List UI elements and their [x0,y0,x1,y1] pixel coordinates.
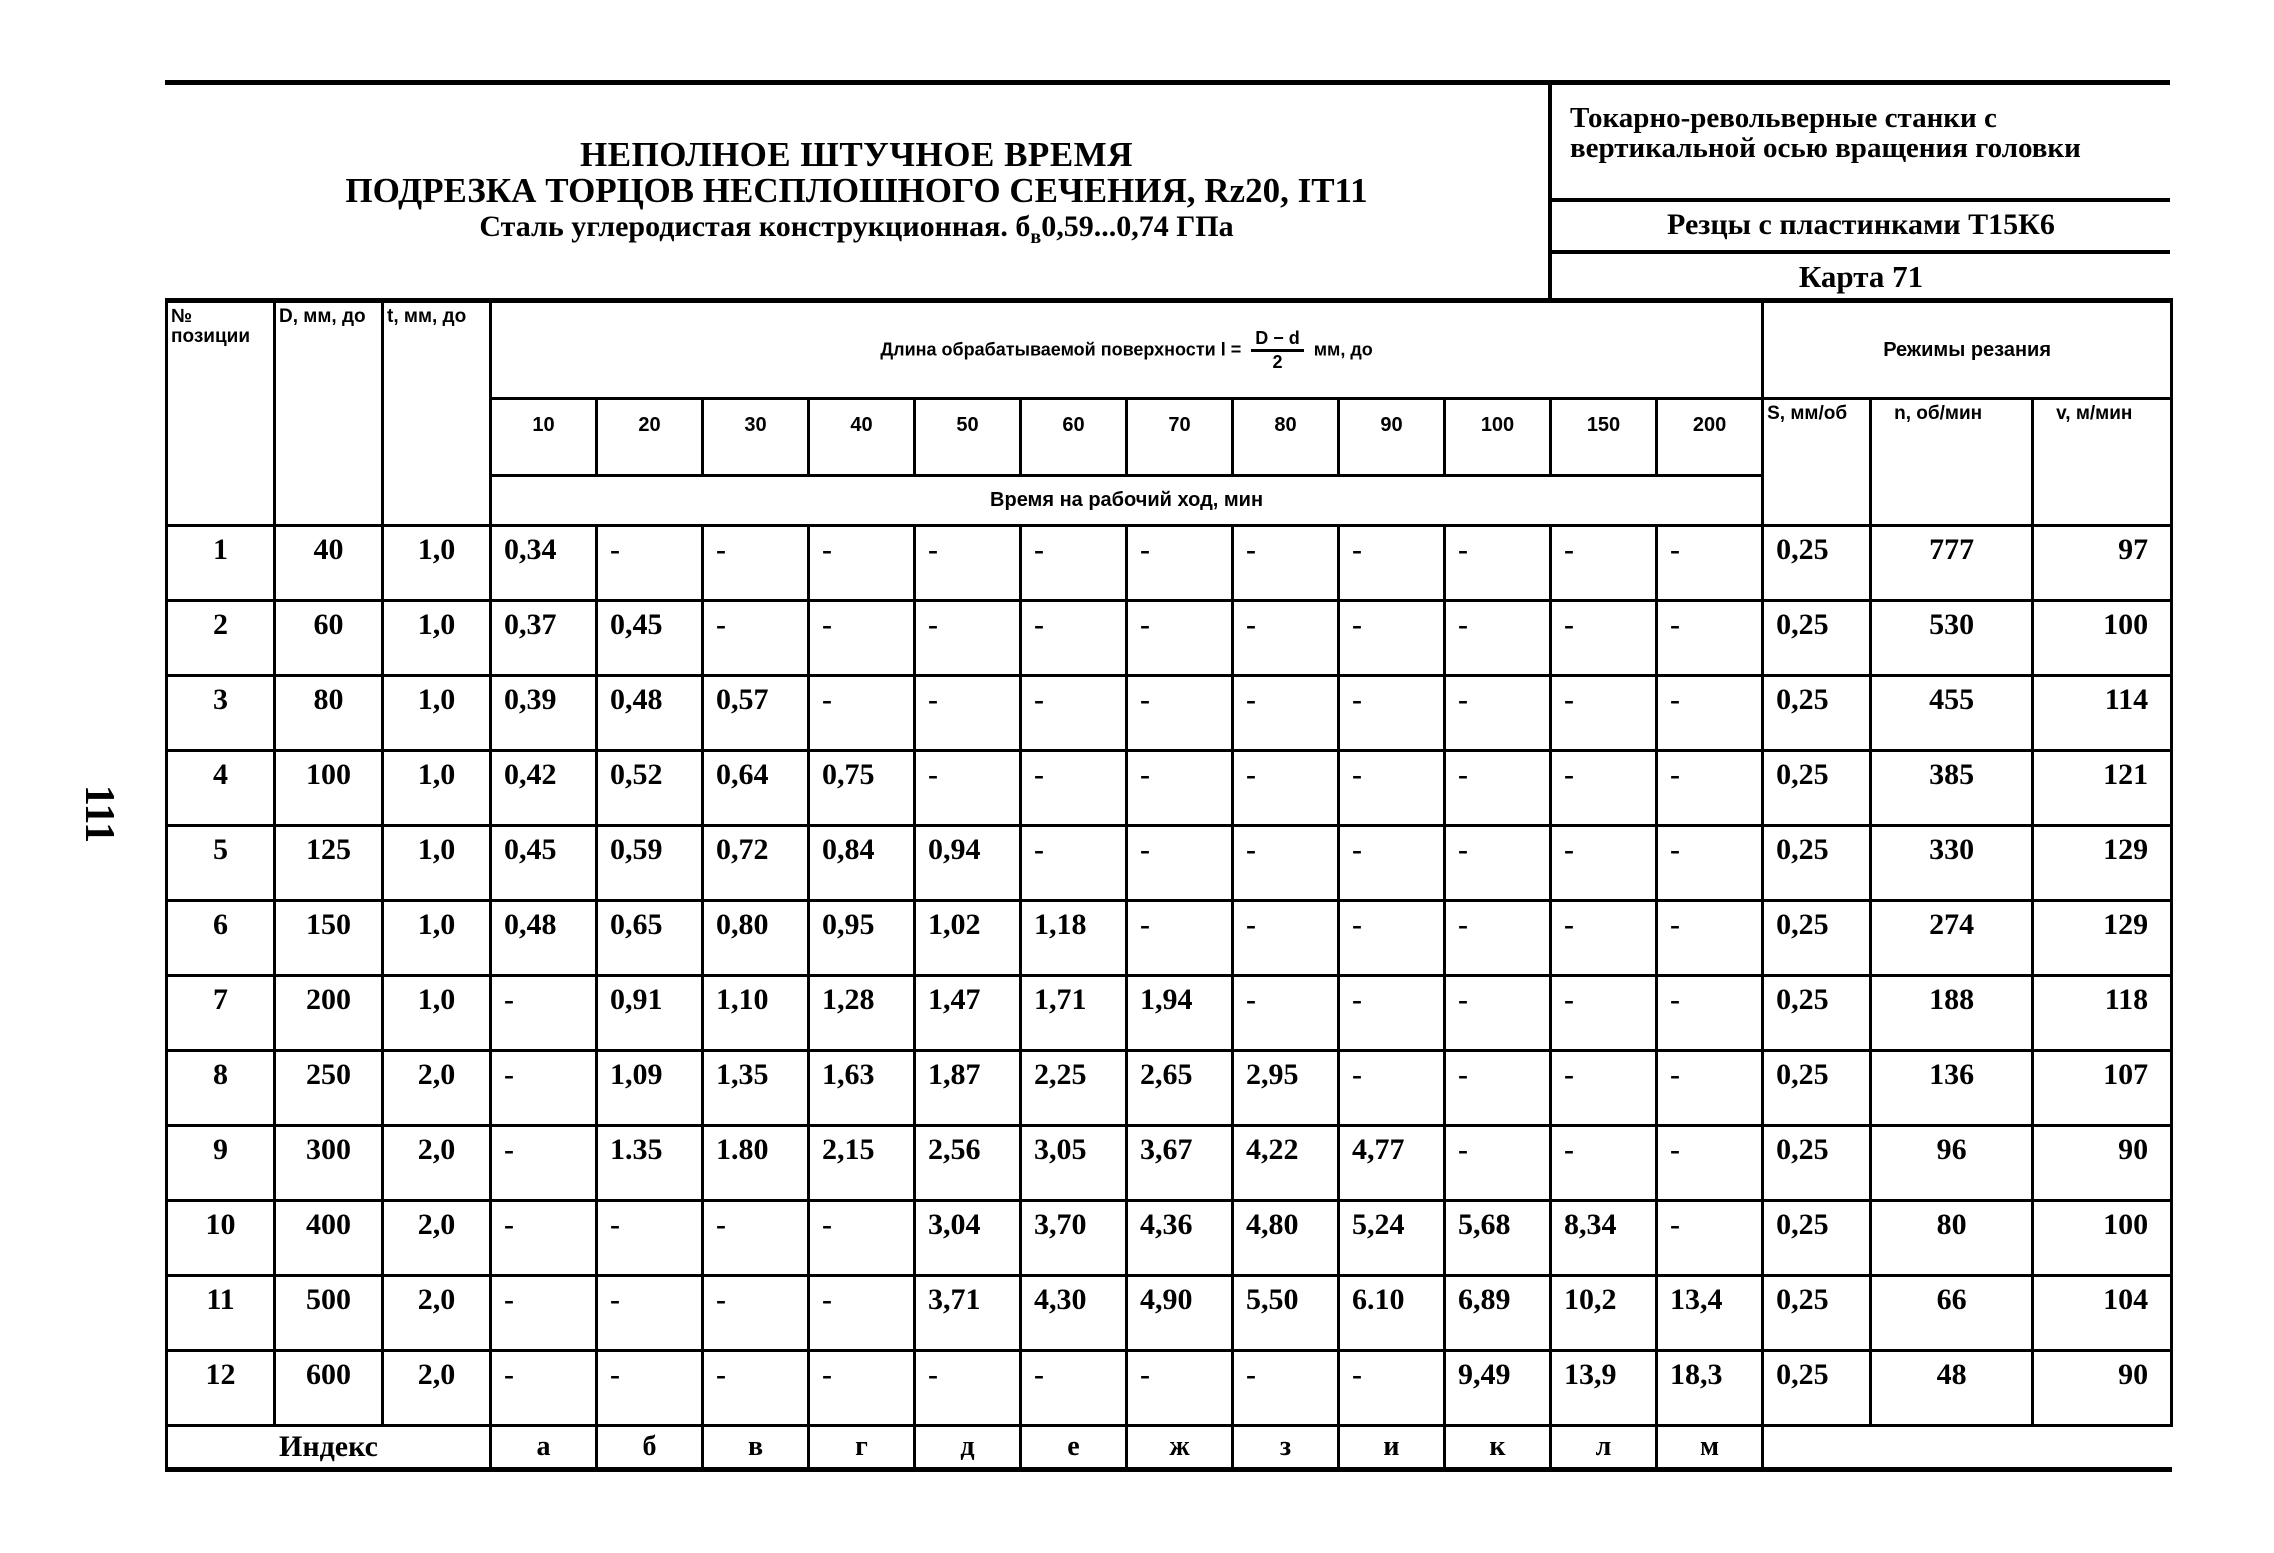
time-cell: 0,52 [597,751,703,826]
time-cell: - [1445,676,1551,751]
index-cell: и [1339,1426,1445,1470]
table-row [167,601,2172,676]
time-cell: - [1445,1126,1551,1201]
time-cell: - [1551,1051,1657,1126]
index-cell: г [809,1426,915,1470]
depth-cell: 2,0 [383,1051,491,1126]
depth-cell: 1,0 [383,526,491,601]
time-cell: - [1127,526,1233,601]
table-row [167,1051,2172,1126]
index-cell: к [1445,1426,1551,1470]
time-cell: - [1021,601,1127,676]
time-cell: 1,94 [1127,976,1233,1051]
length-header-cell: 70 [1127,399,1233,476]
time-cell: - [1021,826,1127,901]
depth-cell: 1,0 [383,901,491,976]
info-block [1552,85,2170,298]
machine-line-1: Токарно-револьверные станки с [1570,102,1997,134]
time-cell: - [1445,826,1551,901]
title-line-3-start: Сталь углеродистая конструкционная. б [479,210,1031,243]
time-cell: - [1339,751,1445,826]
time-cell: - [1551,1126,1657,1201]
time-cell: - [1233,751,1339,826]
time-cell: 3,70 [1021,1201,1127,1276]
speed-cell: 104 [2033,1276,2172,1351]
feed-cell: 0,25 [1763,676,1871,751]
length-header-cell: 10 [491,399,597,476]
time-cell: 0,75 [809,751,915,826]
col-header-position: № позиции [167,301,275,526]
speed-cell: 107 [2033,1051,2172,1126]
feed-cell: 0,25 [1763,601,1871,676]
tool-type: Резцы с пластинками Т15К6 [1552,202,2170,254]
rpm-cell: 330 [1871,826,2033,901]
rpm-cell: 455 [1871,676,2033,751]
diameter-cell: 40 [275,526,383,601]
time-cell: 2,25 [1021,1051,1127,1126]
time-cell: - [809,676,915,751]
time-cell: 0,65 [597,901,703,976]
time-cell: - [1339,901,1445,976]
index-label: Индекс [167,1426,491,1470]
speed-cell: 90 [2033,1126,2172,1201]
col-header-n: n, об/мин [1871,399,2033,526]
length-header-cell: 30 [703,399,809,476]
depth-cell: 1,0 [383,676,491,751]
time-cell: - [1021,526,1127,601]
rpm-cell: 66 [1871,1276,2033,1351]
time-cell: - [597,526,703,601]
index-cell: в [703,1426,809,1470]
time-cell: 2,15 [809,1126,915,1201]
time-cell: 9,49 [1445,1351,1551,1426]
time-cell: - [1657,601,1763,676]
time-cell: 0,59 [597,826,703,901]
length-header-cell: 80 [1233,399,1339,476]
time-cell: 1,87 [915,1051,1021,1126]
time-cell: - [1233,901,1339,976]
time-cell: - [1233,526,1339,601]
time-cell: 3,71 [915,1276,1021,1351]
time-cell: - [1551,751,1657,826]
position-cell: 3 [167,676,275,751]
index-row [167,1426,2172,1470]
position-cell: 7 [167,976,275,1051]
time-cell: 1.35 [597,1126,703,1201]
header-row-1 [167,301,2172,399]
time-cell: 5,68 [1445,1201,1551,1276]
time-cell: 0,84 [809,826,915,901]
time-cell: 0,64 [703,751,809,826]
diameter-cell: 125 [275,826,383,901]
time-cell: - [1021,1351,1127,1426]
title-block [165,85,1552,298]
time-cell: - [1339,1351,1445,1426]
index-blank [1763,1426,2172,1470]
time-cell: - [491,1126,597,1201]
time-cell: 1,02 [915,901,1021,976]
time-cell: 1,35 [703,1051,809,1126]
time-cell: - [1339,1051,1445,1126]
position-cell: 10 [167,1201,275,1276]
time-cell: - [1339,826,1445,901]
depth-cell: 2,0 [383,1201,491,1276]
time-cell: - [1445,1051,1551,1126]
depth-cell: 2,0 [383,1351,491,1426]
table-row [167,526,2172,601]
speed-cell: 118 [2033,976,2172,1051]
feed-cell: 0,25 [1763,1276,1871,1351]
time-cell: 4,36 [1127,1201,1233,1276]
index-cell: е [1021,1426,1127,1470]
title-line-2: ПОДРЕЗКА ТОРЦОВ НЕСПЛОШНОГО СЕЧЕНИЯ, Rz20, IT11 [345,171,1368,210]
table-row [167,976,2172,1051]
rpm-cell: 136 [1871,1051,2033,1126]
position-cell: 2 [167,601,275,676]
index-cell: л [1551,1426,1657,1470]
diameter-cell: 60 [275,601,383,676]
time-cell: 0,95 [809,901,915,976]
table-row [167,826,2172,901]
time-cell: - [1233,1351,1339,1426]
depth-cell: 2,0 [383,1276,491,1351]
length-header-cell: 150 [1551,399,1657,476]
time-cell: - [1339,601,1445,676]
length-fraction-numerator: D − d [1251,328,1304,352]
rpm-cell: 530 [1871,601,2033,676]
time-cell: 0,57 [703,676,809,751]
time-cell: - [809,1351,915,1426]
time-cell: - [1021,751,1127,826]
position-cell: 8 [167,1051,275,1126]
time-cell: - [1551,601,1657,676]
time-cell: 5,50 [1233,1276,1339,1351]
time-cell: 8,34 [1551,1201,1657,1276]
time-cell: - [703,1276,809,1351]
time-cell: - [703,601,809,676]
rpm-cell: 274 [1871,901,2033,976]
length-fraction-denominator: 2 [1272,351,1283,372]
speed-cell: 100 [2033,1201,2172,1276]
time-cell: - [1127,826,1233,901]
time-cell: - [491,1351,597,1426]
position-cell: 6 [167,901,275,976]
time-cell: 0,34 [491,526,597,601]
title-line-1: НЕПОЛНОЕ ШТУЧНОЕ ВРЕМЯ [580,135,1133,174]
time-cell: - [597,1276,703,1351]
title-line-3-end: 0,59...0,74 ГПа [1041,210,1234,243]
depth-cell: 2,0 [383,1126,491,1201]
time-cell: 2,95 [1233,1051,1339,1126]
time-cell: 4,77 [1339,1126,1445,1201]
col-header-d: D, мм, до [275,301,383,526]
time-cell: - [1233,601,1339,676]
time-cell: - [1339,676,1445,751]
time-cell: - [491,976,597,1051]
speed-cell: 90 [2033,1351,2172,1426]
speed-cell: 121 [2033,751,2172,826]
time-cell: 1,18 [1021,901,1127,976]
diameter-cell: 200 [275,976,383,1051]
time-cell: - [1233,976,1339,1051]
time-cell: 0,48 [597,676,703,751]
time-cell: 0,39 [491,676,597,751]
time-cell: 2,56 [915,1126,1021,1201]
time-cell: - [1127,901,1233,976]
rpm-cell: 777 [1871,526,2033,601]
time-cell: - [1127,601,1233,676]
machine-line-2: вертикальной осью вращения головки [1570,132,2081,164]
speed-cell: 97 [2033,526,2172,601]
index-cell: ж [1127,1426,1233,1470]
time-cell: - [915,676,1021,751]
table-row [167,1201,2172,1276]
time-cell: 0,45 [597,601,703,676]
time-cell: 0,72 [703,826,809,901]
time-cell: - [915,526,1021,601]
length-label-end: мм, до [1313,338,1373,359]
time-cell: - [1551,526,1657,601]
rpm-cell: 385 [1871,751,2033,826]
page-number: 111 [76,784,123,844]
table-row [167,1276,2172,1351]
time-cell: 3,67 [1127,1126,1233,1201]
time-cell: 5,24 [1339,1201,1445,1276]
time-cell: - [1445,976,1551,1051]
time-cell: 10,2 [1551,1276,1657,1351]
table-row [167,676,2172,751]
rpm-cell: 80 [1871,1201,2033,1276]
time-cell: 4,90 [1127,1276,1233,1351]
time-cell: - [1233,676,1339,751]
feed-cell: 0,25 [1763,526,1871,601]
table-row [167,1126,2172,1201]
feed-cell: 0,25 [1763,1351,1871,1426]
depth-cell: 1,0 [383,976,491,1051]
speed-cell: 129 [2033,901,2172,976]
time-cell: - [809,1276,915,1351]
time-cell: - [809,526,915,601]
depth-cell: 1,0 [383,826,491,901]
table-row [167,1351,2172,1426]
title-line-3-subscript: в [1030,226,1042,248]
table-row [167,901,2172,976]
machine-type [1552,85,2170,202]
time-label: Время на рабочий ход, мин [491,476,1763,526]
time-cell: 0,37 [491,601,597,676]
time-cell: - [1657,1051,1763,1126]
col-header-length [491,301,1763,399]
rpm-cell: 48 [1871,1351,2033,1426]
diameter-cell: 300 [275,1126,383,1201]
diameter-cell: 250 [275,1051,383,1126]
time-cell: 1.80 [703,1126,809,1201]
time-cell: 13,9 [1551,1351,1657,1426]
time-cell: - [1339,976,1445,1051]
time-cell: - [491,1201,597,1276]
time-cell: 4,30 [1021,1276,1127,1351]
position-cell: 4 [167,751,275,826]
index-cell: з [1233,1426,1339,1470]
norms-table [165,298,2173,1472]
time-cell: - [1657,526,1763,601]
time-cell: 2,65 [1127,1051,1233,1126]
time-cell: - [1657,751,1763,826]
time-cell: 6.10 [1339,1276,1445,1351]
speed-cell: 100 [2033,601,2172,676]
time-cell: - [809,601,915,676]
time-cell: 4,22 [1233,1126,1339,1201]
time-cell: - [1445,751,1551,826]
feed-cell: 0,25 [1763,1201,1871,1276]
feed-cell: 0,25 [1763,901,1871,976]
feed-cell: 0,25 [1763,1126,1871,1201]
time-cell: - [1339,526,1445,601]
time-cell: - [1445,901,1551,976]
position-cell: 5 [167,826,275,901]
time-cell: 0,42 [491,751,597,826]
time-cell: 0,91 [597,976,703,1051]
time-cell: - [1445,601,1551,676]
time-cell: 1,09 [597,1051,703,1126]
time-cell: - [1127,751,1233,826]
time-cell: - [1657,1126,1763,1201]
index-cell: д [915,1426,1021,1470]
time-cell: 1,47 [915,976,1021,1051]
diameter-cell: 600 [275,1351,383,1426]
table-row [167,751,2172,826]
time-cell: 1,10 [703,976,809,1051]
time-cell: - [703,526,809,601]
depth-cell: 1,0 [383,751,491,826]
time-cell: - [915,601,1021,676]
time-cell: - [1021,676,1127,751]
time-cell: 1,63 [809,1051,915,1126]
length-header-cell: 100 [1445,399,1551,476]
time-cell: - [1127,676,1233,751]
time-cell: 0,45 [491,826,597,901]
diameter-cell: 500 [275,1276,383,1351]
time-cell: - [703,1351,809,1426]
time-cell: 1,28 [809,976,915,1051]
time-cell: - [1127,1351,1233,1426]
speed-cell: 114 [2033,676,2172,751]
time-cell: - [703,1201,809,1276]
depth-cell: 1,0 [383,601,491,676]
time-cell: 4,80 [1233,1201,1339,1276]
title-line-3 [165,209,1548,255]
diameter-cell: 100 [275,751,383,826]
card-number: Карта 71 [1798,259,1924,294]
length-header-cell: 200 [1657,399,1763,476]
diameter-cell: 150 [275,901,383,976]
speed-cell: 129 [2033,826,2172,901]
time-cell: 0,94 [915,826,1021,901]
col-header-s: S, мм/об [1763,399,1871,526]
diameter-cell: 80 [275,676,383,751]
time-cell: 1,71 [1021,976,1127,1051]
length-header-cell: 50 [915,399,1021,476]
position-cell: 12 [167,1351,275,1426]
length-header-cell: 90 [1339,399,1445,476]
length-header-cell: 60 [1021,399,1127,476]
time-cell: - [1657,826,1763,901]
position-cell: 1 [167,526,275,601]
time-cell: - [1551,901,1657,976]
time-cell: - [1657,976,1763,1051]
time-cell: - [1551,676,1657,751]
time-cell: - [1657,1201,1763,1276]
time-cell: - [491,1051,597,1126]
time-cell: 0,80 [703,901,809,976]
rpm-cell: 96 [1871,1126,2033,1201]
position-cell: 11 [167,1276,275,1351]
length-header-cell: 40 [809,399,915,476]
time-cell: 3,05 [1021,1126,1127,1201]
feed-cell: 0,25 [1763,976,1871,1051]
time-cell: 13,4 [1657,1276,1763,1351]
time-cell: - [1551,976,1657,1051]
index-cell: м [1657,1426,1763,1470]
col-header-v: v, м/мин [2033,399,2172,526]
feed-cell: 0,25 [1763,1051,1871,1126]
feed-cell: 0,25 [1763,826,1871,901]
time-cell: - [915,1351,1021,1426]
time-cell: - [1551,826,1657,901]
length-header-cell: 20 [597,399,703,476]
time-cell: - [1445,526,1551,601]
length-fraction [1251,328,1304,373]
time-cell: - [1233,826,1339,901]
time-cell: 0,48 [491,901,597,976]
time-cell: - [491,1276,597,1351]
time-cell: - [809,1201,915,1276]
col-header-t: t, мм, до [383,301,491,526]
length-label-start: Длина обрабатываемой поверхности l = [880,338,1242,359]
index-cell: б [597,1426,703,1470]
time-cell: 18,3 [1657,1351,1763,1426]
feed-cell: 0,25 [1763,751,1871,826]
time-cell: - [597,1351,703,1426]
rpm-cell: 188 [1871,976,2033,1051]
diameter-cell: 400 [275,1201,383,1276]
time-cell: - [915,751,1021,826]
time-cell: - [1657,901,1763,976]
time-cell: 3,04 [915,1201,1021,1276]
position-cell: 9 [167,1126,275,1201]
time-cell: 6,89 [1445,1276,1551,1351]
time-cell: - [1657,676,1763,751]
time-cell: - [597,1201,703,1276]
index-cell: а [491,1426,597,1470]
card-header [165,80,2170,303]
col-header-modes: Режимы резания [1763,301,2172,399]
